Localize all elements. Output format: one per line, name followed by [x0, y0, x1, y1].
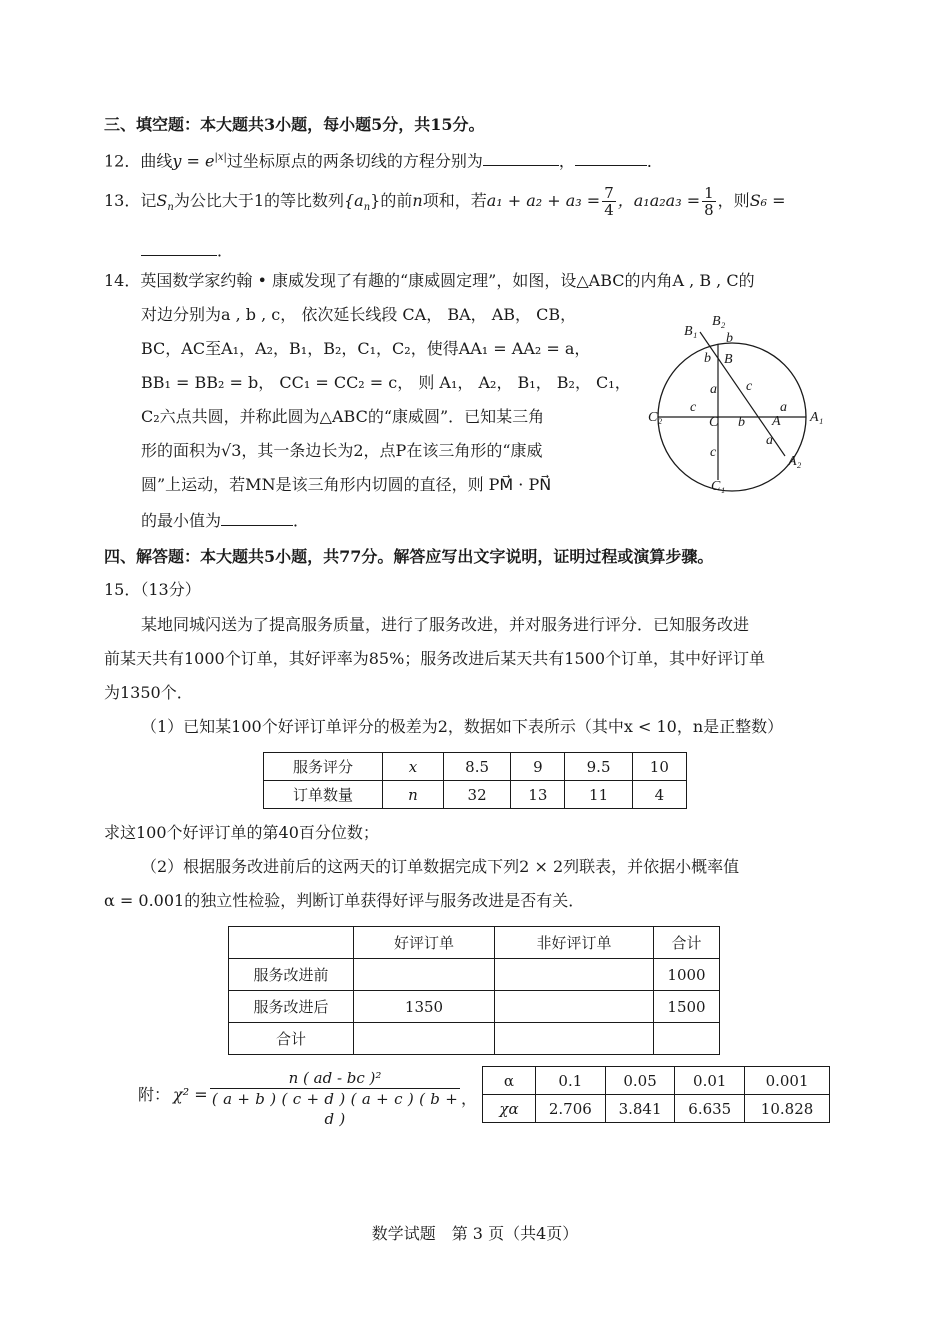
- q12-blank-1[interactable]: [483, 151, 559, 166]
- q13-t1: 记: [140, 191, 157, 210]
- q13-S: S: [156, 191, 168, 210]
- q13-t2: 为公比大于1的等比数列: [173, 191, 344, 210]
- label-b-left: b: [704, 351, 711, 366]
- q13-t5: ，则: [717, 191, 750, 210]
- q15-para-1: 某地同城闪送为了提高服务质量，进行了服务改进，并对服务进行评分．已知服务改进: [141, 615, 750, 634]
- chi-denominator: ( a + b ) ( c + d ) ( a + c ) ( b + d ): [211, 1090, 459, 1128]
- table-cell[interactable]: [354, 959, 495, 991]
- q14-line-1: [104, 270, 755, 292]
- q14-line-5: C₂六点共圆，并称此圆为△ABC的“康威圆”．已知某三角: [141, 407, 545, 426]
- q15-part-2b: α = 0.001的独立性检验，判断订单获得好评与服务改进是否有关．: [104, 891, 585, 910]
- table-row: [229, 927, 720, 959]
- label-c-slant: c: [746, 379, 753, 394]
- section-4-title: 四、解答题：本大题共5小题，共77分。解答应写出文字说明，证明过程或演算步骤。: [104, 547, 714, 566]
- q13-blank[interactable]: [141, 241, 217, 256]
- table-cell: 32: [444, 781, 511, 809]
- label-b-top: b: [726, 331, 733, 346]
- label-A1: A₁: [810, 410, 824, 425]
- q13-n: n: [412, 191, 423, 210]
- label-a-right: a: [780, 400, 787, 415]
- table-cell: 合计: [654, 927, 720, 959]
- table-cell: α: [483, 1067, 536, 1095]
- q12-text-a: 曲线: [140, 151, 173, 171]
- table-cell: 2.706: [536, 1095, 606, 1123]
- table-cell: 10.828: [745, 1095, 830, 1123]
- q13-prod: ，a₁a₂a₃ =: [617, 191, 701, 210]
- section-3-title: 三、填空题：本大题共3小题，每小题5分，共15分。: [104, 115, 485, 134]
- table-cell: 1000: [654, 959, 720, 991]
- chi-sep: ，: [461, 1089, 478, 1108]
- table-row: [483, 1067, 830, 1095]
- q12-end: ．: [646, 151, 663, 171]
- table-cell: 6.635: [675, 1095, 745, 1123]
- table-cell: 服务改进前: [229, 959, 354, 991]
- table-cell: 8.5: [444, 753, 511, 781]
- table-cell[interactable]: [354, 1023, 495, 1055]
- table-cell: [229, 927, 354, 959]
- table-row: [229, 1023, 720, 1055]
- q12-sep: ，: [558, 151, 575, 171]
- q14-line-4: BB₁ = BB₂ = b， CC₁ = CC₂ = c， 则 A₁， A₂， B₁， B₂， C₁，: [141, 373, 631, 392]
- score-table: [263, 752, 687, 809]
- page-footer: 数学试题 第 3 页（共4页）: [371, 1224, 579, 1243]
- q14-blank[interactable]: [221, 511, 293, 526]
- q13-t3: 的前: [380, 191, 413, 210]
- table-cell: 1500: [654, 991, 720, 1023]
- table-row: [264, 753, 687, 781]
- q13-frac-1: $\frac{7}{4}$: [604, 184, 614, 219]
- q14-line1-text: 英国数学家约翰 • 康威发现了有趣的“康威圆定理”，如图，设△ABC的内角A , B , C的: [140, 271, 755, 290]
- q15-part-2a: （2）根据服务改进前后的这两天的订单数据完成下列2 × 2列联表，并依据小概率值: [141, 857, 740, 876]
- q13-t4: 项和，若: [422, 191, 487, 210]
- appendix-label: 附：: [138, 1085, 171, 1104]
- q14-number: 14．: [104, 271, 141, 290]
- q12-text-b: 过坐标原点的两条切线的方程分别为: [226, 151, 483, 171]
- table-cell: x: [383, 753, 444, 781]
- question-12: [104, 147, 663, 172]
- contingency-table: [228, 926, 720, 1055]
- q13-sub-n: n: [167, 202, 174, 214]
- q14-line-8: [141, 510, 309, 532]
- table-cell: 13: [511, 781, 565, 809]
- table-cell[interactable]: [654, 1023, 720, 1055]
- q14-line-7: 圆”上运动，若MN是该三角形内切圆的直径，则 PM⃗ · PN⃗: [141, 475, 552, 494]
- q13-seq-close: }: [370, 191, 381, 210]
- table-cell: 订单数量: [264, 781, 383, 809]
- q12-number: 12．: [104, 151, 141, 171]
- table-cell: 0.01: [675, 1067, 745, 1095]
- chi-square-lhs: χ² =: [173, 1085, 208, 1104]
- table-cell: 9.5: [565, 753, 632, 781]
- chi-numerator: n ( ad - bc )²: [210, 1068, 460, 1089]
- q14-line8-text: 的最小值为: [141, 511, 222, 530]
- label-a-vert: a: [710, 382, 717, 397]
- q13-answer-line: [141, 240, 233, 262]
- label-c-vert: c: [710, 445, 717, 460]
- label-A: A: [772, 414, 781, 429]
- q14-line-2: 对边分别为a , b , c， 依次延长线段 CA， BA， AB， CB，: [141, 305, 577, 324]
- label-a-slant: a: [766, 433, 773, 448]
- table-cell: 非好评订单: [495, 927, 654, 959]
- q15-ask-1: 求这100个好评订单的第40百分位数；: [104, 823, 379, 842]
- label-A2: A₂: [788, 454, 802, 469]
- table-cell: 3.841: [605, 1095, 675, 1123]
- table-cell[interactable]: [495, 1023, 654, 1055]
- table-row: [483, 1095, 830, 1123]
- table-row: [229, 959, 720, 991]
- critical-value-table: [482, 1066, 830, 1123]
- table-cell: 0.05: [605, 1067, 675, 1095]
- table-cell: 0.1: [536, 1067, 606, 1095]
- table-cell: χα: [483, 1095, 536, 1123]
- table-row: [264, 781, 687, 809]
- label-B: B: [724, 352, 733, 367]
- label-c-horiz: c: [690, 400, 697, 415]
- label-B1: B₁: [684, 324, 698, 339]
- table-cell[interactable]: [495, 959, 654, 991]
- q15-para-2: 前某天共有1000个订单，其好评率为85%；服务改进后某天共有1500个订单，其中好评订单: [104, 649, 766, 668]
- q13-seq-sub: n: [363, 202, 371, 214]
- table-cell: 9: [511, 753, 565, 781]
- q14-end: ．: [293, 511, 310, 530]
- table-cell: 4: [632, 781, 686, 809]
- q15-head: 15．（13分）: [104, 580, 201, 599]
- table-row: [229, 991, 720, 1023]
- q12-blank-2[interactable]: [575, 151, 647, 166]
- q13-S6: S₆ =: [749, 191, 786, 210]
- label-C2: C₂: [648, 410, 663, 425]
- q13-frac-2: $\frac{1}{8}$: [704, 184, 714, 219]
- q14-line-6: 形的面积为√3，其一条边长为2，点P在该三角形的“康威: [141, 441, 543, 460]
- table-cell: 1350: [354, 991, 495, 1023]
- table-cell: 合计: [229, 1023, 354, 1055]
- table-cell: 好评订单: [354, 927, 495, 959]
- question-13: [104, 182, 786, 227]
- label-C1: C₁: [711, 479, 726, 494]
- label-b-horiz: b: [738, 415, 745, 430]
- q13-seq: {a: [344, 191, 364, 210]
- table-cell: 11: [565, 781, 632, 809]
- table-cell[interactable]: [495, 991, 654, 1023]
- table-cell: n: [383, 781, 444, 809]
- q13-number: 13．: [104, 191, 141, 210]
- table-cell: 服务评分: [264, 753, 383, 781]
- q13-end: ．: [217, 241, 234, 260]
- q13-sum: a₁ + a₂ + a₃ =: [486, 191, 601, 210]
- q15-part-1: （1）已知某100个好评订单评分的极差为2，数据如下表所示（其中x < 10，n是正整数）: [141, 717, 784, 736]
- q14-line-3: BC，AC至A₁，A₂，B₁，B₂，C₁，C₂，使得AA₁ = AA₂ = a，: [141, 339, 591, 358]
- q12-func: y = e: [172, 151, 215, 171]
- conway-circle-figure: [640, 308, 840, 498]
- chi-square-fraction: [210, 1068, 460, 1129]
- table-cell: 服务改进后: [229, 991, 354, 1023]
- q15-para-3: 为1350个．: [104, 683, 193, 702]
- table-cell: 0.001: [745, 1067, 830, 1095]
- label-C: C: [709, 415, 719, 430]
- table-cell: 10: [632, 753, 686, 781]
- label-B2: B₂: [712, 314, 726, 329]
- q12-sup: |x|: [214, 152, 227, 163]
